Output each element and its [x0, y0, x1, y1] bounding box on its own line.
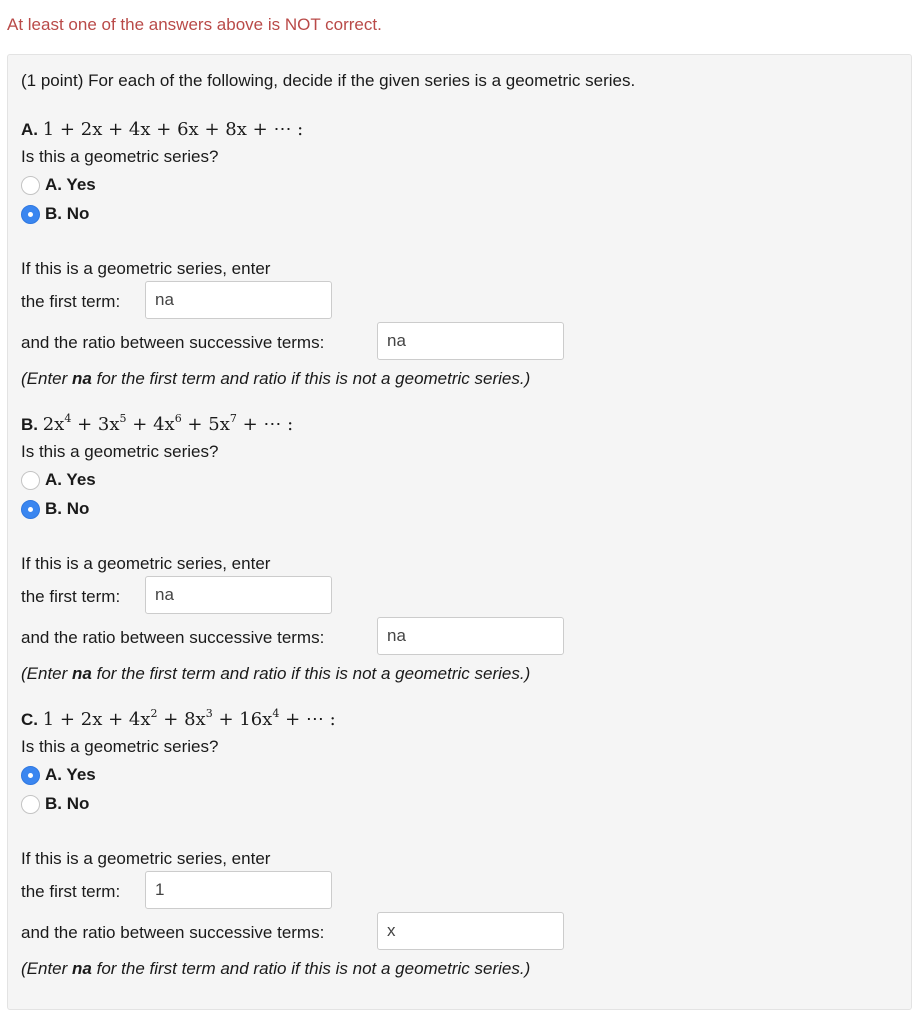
option-yes[interactable]: A. Yes — [21, 765, 96, 785]
option-no[interactable]: B. No — [21, 794, 89, 814]
series-a: 1 + 2x + 4x + 6x + 8x + ⋯ : — [42, 119, 304, 140]
ratio-input[interactable]: na — [377, 322, 564, 360]
question-label: Is this a geometric series? — [21, 442, 219, 461]
first-term-input[interactable]: na — [145, 281, 332, 319]
error-message: At least one of the answers above is NOT correct. — [7, 15, 382, 34]
first-term-label: the first term: — [21, 292, 121, 311]
option-no[interactable]: B. No — [21, 204, 89, 224]
enter-intro: If this is a geometric series, enter — [21, 259, 271, 278]
problem-intro: (1 point) For each of the following, decide if the given series is a geometric series. — [21, 71, 636, 90]
question-label: Is this a geometric series? — [21, 737, 219, 756]
first-term-input[interactable]: na — [145, 576, 332, 614]
ratio-label: and the ratio between successive terms: — [21, 333, 325, 352]
radio-no[interactable] — [21, 795, 40, 814]
radio-no[interactable] — [21, 205, 40, 224]
series-b: $2x^4 + 3x^5 + 4x^6 + 5x^7$ + ⋯ : — [42, 412, 294, 435]
instructions-note: (Enter na for the first term and ratio if this is not a geometric series.) — [21, 369, 531, 388]
enter-intro: If this is a geometric series, enter — [21, 554, 271, 573]
ratio-label: and the ratio between successive terms: — [21, 628, 325, 647]
problem-a-title: A. 1 + 2x + 4x + 6x + 8x + ⋯ : — [21, 119, 304, 140]
option-yes[interactable]: A. Yes — [21, 470, 96, 490]
question-label: Is this a geometric series? — [21, 147, 219, 166]
radio-yes[interactable] — [21, 176, 40, 195]
problem-c-title: C. $1 + 2x + 4x^2 + 8x^3 + 16x^4$ + ⋯ : — [21, 707, 336, 730]
instructions-note: (Enter na for the first term and ratio if this is not a geometric series.) — [21, 959, 531, 978]
option-yes[interactable]: A. Yes — [21, 175, 96, 195]
ratio-label: and the ratio between successive terms: — [21, 923, 325, 942]
radio-no[interactable] — [21, 500, 40, 519]
first-term-label: the first term: — [21, 882, 121, 901]
first-term-label: the first term: — [21, 587, 121, 606]
radio-yes[interactable] — [21, 766, 40, 785]
first-term-input[interactable]: 1 — [145, 871, 332, 909]
problem-panel — [7, 54, 912, 1010]
ratio-input[interactable]: x — [377, 912, 564, 950]
series-c: $1 + 2x + 4x^2 + 8x^3 + 16x^4$ + ⋯ : — [42, 707, 336, 730]
ratio-input[interactable]: na — [377, 617, 564, 655]
problem-b-title: B. $2x^4 + 3x^5 + 4x^6 + 5x^7$ + ⋯ : — [21, 412, 294, 435]
option-no[interactable]: B. No — [21, 499, 89, 519]
enter-intro: If this is a geometric series, enter — [21, 849, 271, 868]
instructions-note: (Enter na for the first term and ratio if this is not a geometric series.) — [21, 664, 531, 683]
radio-yes[interactable] — [21, 471, 40, 490]
